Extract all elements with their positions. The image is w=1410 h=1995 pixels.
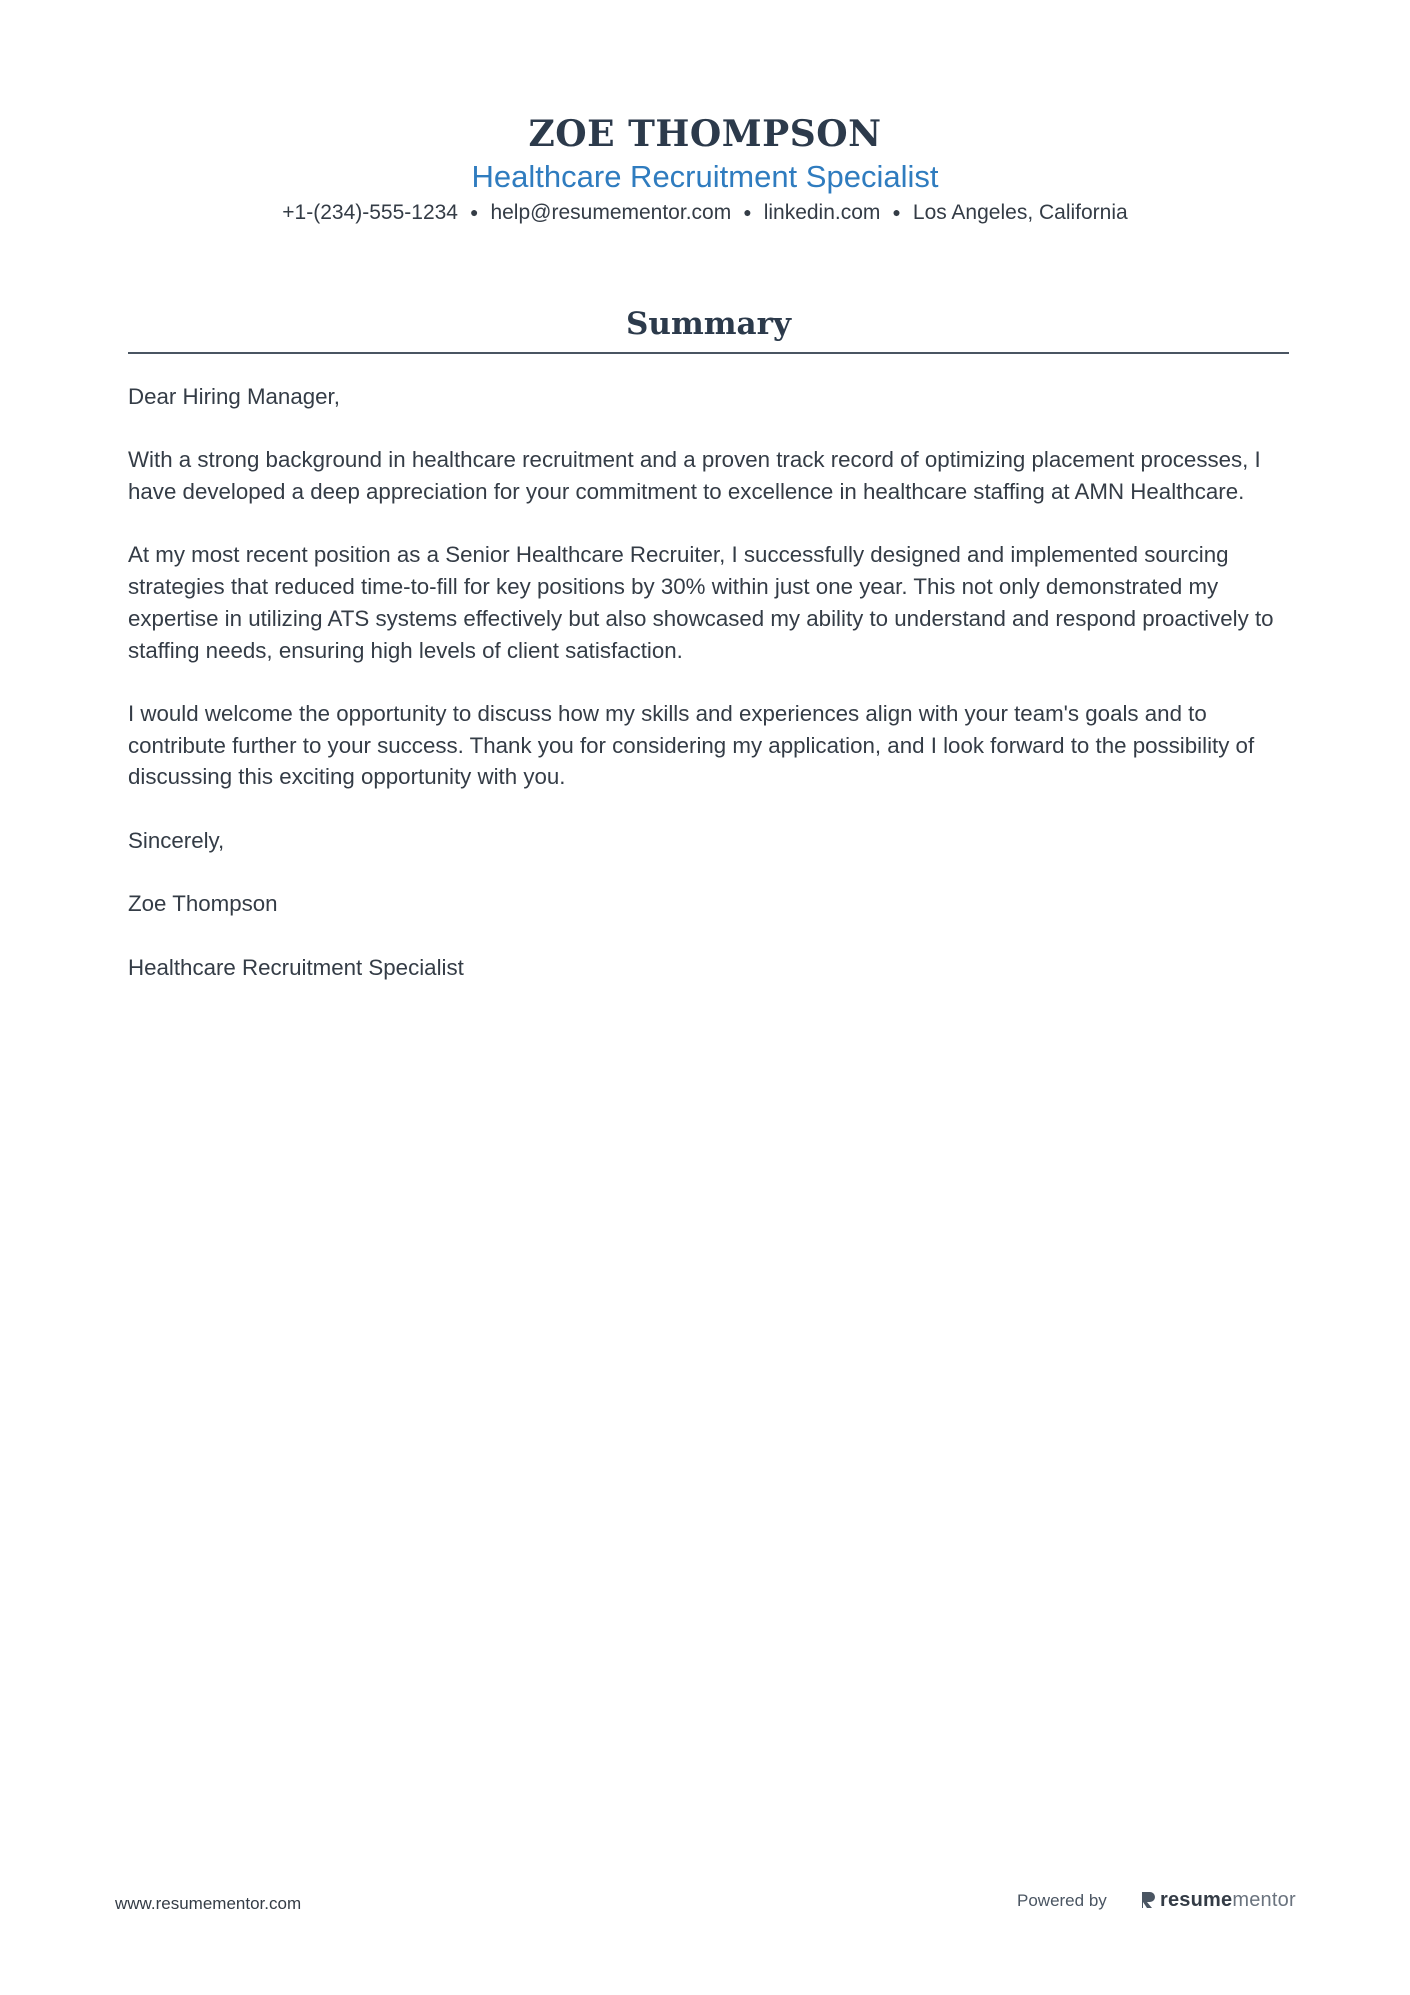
bullet-separator-icon: ● — [892, 204, 901, 220]
footer-website-link[interactable]: www.resumementor.com — [115, 1894, 302, 1913]
contact-location: Los Angeles, California — [912, 201, 1128, 224]
letter-paragraph: At my most recent position as a Senior Healthcare Recruiter, I successfully designed and implemented sourcing strategies that reduced time-to-fill for key positions by 30% within just one year. This not only demonstrated my expertise in utilizing ATS systems effectively but also showcased my ability to understand and respond proactively to staffing needs, ensuring high levels of client satisfaction. — [128, 542, 1274, 663]
letter-paragraph: I would welcome the opportunity to discuss how my skills and experiences align with your team's goals and to contribute further to your success. Thank you for considering my application, and I look forward to the possibility of discussing this exciting opportunity with you. — [128, 700, 1255, 790]
brand-wordmark — [1160, 1889, 1296, 1912]
footer-powered-by: Powered by — [1017, 1891, 1107, 1910]
letter-salutation: Dear Hiring Manager, — [128, 384, 340, 409]
letter-header — [0, 112, 1410, 227]
bullet-separator-icon: ● — [469, 204, 479, 220]
letter-body — [128, 381, 1293, 1015]
applicant-name: ZOE THOMPSON — [528, 113, 882, 155]
brand-wordmark-light: mentor — [1232, 1888, 1296, 1911]
resumementor-logo[interactable] — [1140, 1886, 1296, 1914]
contact-line — [0, 198, 1410, 227]
section-heading-summary: Summary — [626, 306, 791, 342]
bullet-separator-icon: ● — [743, 204, 752, 220]
letter-paragraph: With a strong background in healthcare recruitment and a proven track record of optimizing placement processes, I have developed a deep appreciation for your commitment to excellence in healthcare staffing at AMN Healthcare. — [128, 447, 1261, 505]
applicant-job-title: Healthcare Recruitment Specialist — [471, 159, 939, 194]
contact-phone: +1-(234)-555-1234 — [282, 201, 458, 224]
contact-email[interactable]: help@resumementor.com — [490, 201, 732, 224]
signature-title: Healthcare Recruitment Specialist — [128, 954, 464, 980]
contact-linkedin[interactable]: linkedin.com — [763, 201, 881, 224]
letter-closing: Sincerely, — [128, 827, 225, 853]
signature-name: Zoe Thompson — [128, 891, 278, 917]
brand-wordmark-bold: resume — [1160, 1888, 1233, 1911]
section-divider — [128, 352, 1289, 354]
resumementor-logo-icon — [1140, 1890, 1156, 1910]
